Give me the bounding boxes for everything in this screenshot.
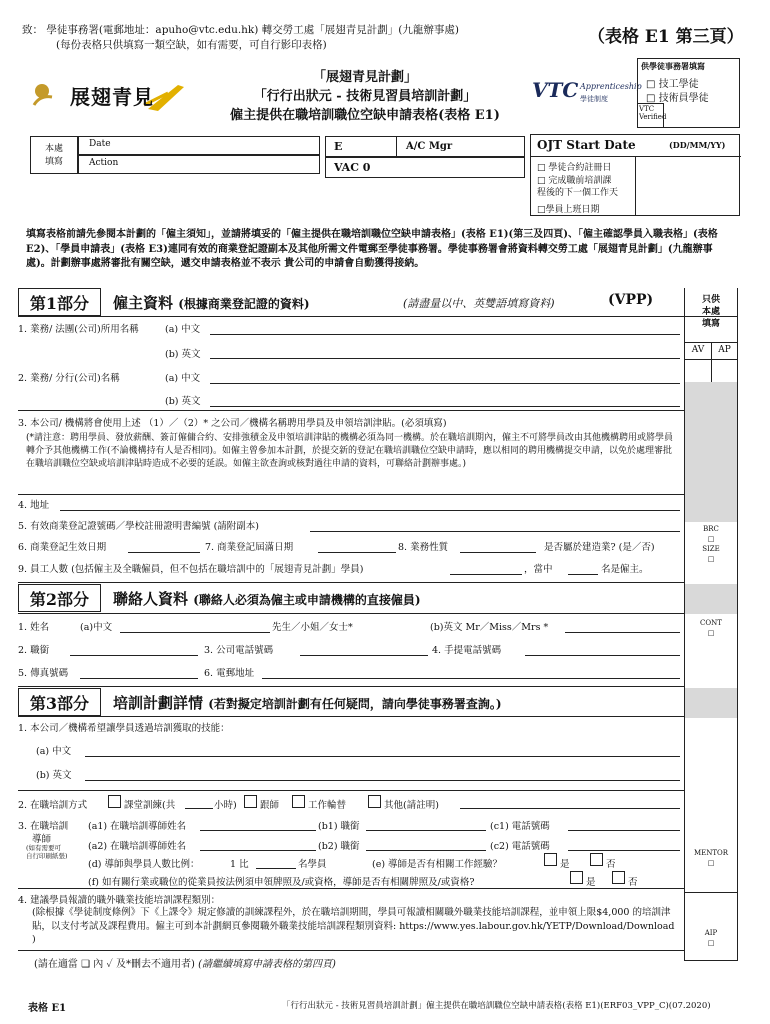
gray-block-3: [685, 688, 737, 718]
p1-q8-field[interactable]: [460, 552, 536, 553]
p3-q2-opt3-checkbox[interactable]: [292, 795, 305, 808]
title-line1: 「展翅青見計劃」: [312, 70, 417, 85]
part1-title-note: (根據商業登記證的資料): [178, 297, 310, 311]
p3-q3e-no: 否: [606, 859, 616, 870]
p3-q3b2-field[interactable]: [366, 850, 486, 851]
p1-q7: 7. 商業登記屆滿日期: [205, 542, 294, 553]
p3-q3a1: (a1) 在職培訓導師姓名: [88, 821, 187, 832]
to-line: 致： 學徒事務署(電郵地址：apuho@vtc.edu.hk) 轉交勞工處「展翅青見計劃」(九龍辦事處): [22, 24, 459, 36]
p3-q4: 4. 建議學員報讀的職外職業技能培訓課程類別：: [18, 895, 221, 906]
p3-q2-hours-field[interactable]: [185, 808, 213, 809]
part1-hint: (請盡量以中、英雙語填寫資料): [403, 297, 555, 310]
p3-q3e: (e) 導師是否有相關工作經驗？: [372, 859, 503, 870]
p2-q1b-field[interactable]: [565, 632, 680, 633]
p3-q4-text: (除根據《學徒制度條例》下《上課令》規定修讀的訓練課程外，於在職培訓期間，學員可報讀相關職外職業技能培訓課程，並申領上限$4,000 的培訓津貼，以支付考試及課程費用。僱主可到本計劃網頁參閱職外職業技能培訓課程類別資料: https://www.yes.labour.gov.hk/YETP/Download/Download ): [32, 907, 675, 945]
p1-q5: 5. 有效商業登記證號碼／學校註冊證明書編號 (請附副本): [18, 521, 260, 532]
p3-q1b: (b) 英文: [36, 770, 72, 781]
office-use-column: [684, 288, 738, 960]
office-ac-mgr: A/C Mgr: [406, 141, 453, 152]
p1-q2b: (b) 英文: [165, 396, 201, 407]
p3-q3d-field[interactable]: [256, 868, 296, 869]
p3-q2-opt2: 跟師: [260, 800, 280, 811]
p3-q3f-no-checkbox[interactable]: [612, 871, 625, 884]
p1-q9c-field[interactable]: [568, 574, 598, 575]
p3-q3a2: (a2) 在職培訓導師姓名: [88, 841, 187, 852]
vtc-brand: VTC: [532, 78, 579, 102]
footer-left: 表格 E1: [28, 1003, 67, 1014]
ojt-format: (DD/MM/YY): [669, 140, 726, 150]
p3-q2-opt1b: 小時): [214, 800, 237, 811]
vtc-verified: VTC Verified: [638, 103, 664, 128]
office-only-label: 只供 本處 填寫: [701, 295, 720, 329]
aip-label: AIP □: [704, 929, 718, 947]
p1-q5-field[interactable]: [310, 531, 680, 532]
p2-q5: 5. 傳真號碼: [18, 668, 69, 679]
part1-title: [113, 292, 310, 313]
p3-q2-opt1: 課堂訓練(共: [124, 800, 176, 811]
part3-title-note: (若對擬定培訓計劃有任何疑問，請向學徒事務署查詢。): [208, 697, 502, 711]
office-vac-box: [325, 157, 525, 178]
p2-q4-field[interactable]: [525, 655, 680, 656]
part1-title-text: 僱主資料: [113, 294, 174, 312]
p3-q2-other-field[interactable]: [460, 808, 680, 809]
ap-label: AP: [711, 343, 737, 360]
p1-q9b: ，當中: [524, 564, 553, 575]
ojt-title: OJT Start Date: [537, 138, 636, 152]
p1-q4: 4. 地址: [18, 500, 50, 511]
p1-note: (*請注意：聘用學員、發放薪酬、簽訂僱傭合約、安排強積金及申領培訓津貼的機構必須為同一機構。於在職培訓期內，僱主不可將學員改由其他機構聘用或將學員轉介予其他機構工作(不論機構持有人是否相同)。如僱主曾參加本計劃，於提交新的登記在職培訓職位空缺申請時，應以相同的聘用機構提交申請，以免於處理審批在職培訓職位空缺或培訓津貼時造成不必要的延誤。如僱主欲查詢或核對過往申請的資料，可聯絡計劃辦事處。): [26, 433, 674, 469]
p1-q1b-field[interactable]: [210, 358, 680, 359]
p3-q3b1-field[interactable]: [366, 830, 486, 831]
p3-q3f: (f) 如有關行業或職位的從業員按法例須申領牌照及/或資格，導師是否有相關牌照及/或資格?: [88, 877, 475, 888]
footer-note-continue: (請繼續填寫申請表格的第四頁): [198, 959, 336, 970]
ojt-opt3[interactable]: □學員上班日期: [537, 205, 600, 215]
p1-q8b: 是否屬於建造業? (是／否): [544, 542, 655, 553]
p3-q3c1: (c1) 電話號碼: [490, 821, 550, 832]
p3-q3b1: (b1) 職銜: [318, 821, 360, 832]
p3-q3: 3. 在職培訓: [18, 821, 69, 832]
ojt-opt2[interactable]: □ 完成職前培訓課 程後的下一個工作天: [537, 176, 619, 198]
p3-q3f-yes-checkbox[interactable]: [570, 871, 583, 884]
p3-q3b2: (b2) 職銜: [318, 841, 360, 852]
gray-block-1: [685, 382, 737, 522]
p1-q8: 8. 業務性質: [398, 542, 449, 553]
p2-q3-field[interactable]: [300, 655, 428, 656]
p3-q3c1-field[interactable]: [568, 830, 680, 831]
logo-text: 展翅青見: [70, 85, 154, 109]
p2-q1a: (a)中文: [80, 622, 113, 633]
part1-header: [18, 288, 684, 316]
yes-logo: [28, 75, 188, 117]
p3-q3d3: 名學員: [298, 859, 327, 870]
part3-title: [113, 692, 502, 713]
p1-q9: 9. 員工人數 (包括僱主及全職僱員，但不包括在職培訓中的「展翅青見計劃」學員): [18, 564, 364, 575]
p3-q3e-yes: 是: [560, 859, 570, 870]
p3-q3c2: (c2) 電話號碼: [490, 841, 550, 852]
p3-q2-opt4-checkbox[interactable]: [368, 795, 381, 808]
office-e-box: [325, 136, 525, 157]
p3-q2-opt3: 工作輪替: [308, 800, 347, 811]
vtc-sub: Apprenticeship: [580, 82, 642, 91]
cont-label: CONT □: [700, 619, 722, 637]
p2-q2-field[interactable]: [70, 655, 198, 656]
ojt-opt1[interactable]: □ 學徒合約註冊日: [537, 163, 612, 173]
note-line: (每份表格只供填寫一類空缺，如有需要，可自行影印表格): [56, 39, 327, 51]
part1-label: 第1部分: [18, 288, 101, 316]
p3-q3d: (d) 導師與學員人數比例：: [88, 859, 200, 870]
title-line2: 「行行出狀元 - 技術見習員培訓計劃」: [253, 89, 477, 104]
mentor-label: MENTOR □: [693, 849, 729, 867]
p1-q1a: (a) 中文: [165, 324, 201, 335]
part3-label: 第3部分: [18, 688, 101, 716]
office-action: Action: [78, 155, 320, 174]
p1-q6-field[interactable]: [128, 552, 200, 553]
p2-q6: 6. 電郵地址: [204, 668, 255, 679]
p1-q1: 1. 業務/ 法團(公司)所用名稱: [18, 324, 139, 335]
p3-q3c2-field[interactable]: [568, 850, 680, 851]
part2-title-note: (聯絡人必須為僱主或申請機構的直接僱員): [193, 593, 421, 607]
p3-q1a-field[interactable]: [85, 756, 680, 757]
apprentice-opt2[interactable]: □ 技術員學徒: [646, 93, 709, 104]
p2-q3: 3. 公司電話號碼: [204, 645, 274, 656]
p1-q1b: (b) 英文: [165, 349, 201, 360]
p1-q2b-field[interactable]: [210, 406, 680, 407]
brc-size-label: BRC □ SIZE □: [702, 525, 720, 563]
p1-q6: 6. 商業登記生效日期: [18, 542, 107, 553]
p3-q2: 2. 在職培訓方式: [18, 800, 88, 811]
office-date: Date: [78, 136, 320, 155]
p3-q3c: (如有需要可 自行印刷紙張): [26, 844, 68, 860]
office-vac: VAC 0: [334, 161, 371, 174]
part2-header: [18, 584, 684, 612]
form-page-label: （表格 E1 第三頁）: [588, 27, 744, 47]
p2-q1: 1. 姓名: [18, 622, 50, 633]
office-e: E: [334, 140, 343, 153]
p2-q1b: (b)英文 Mr／Miss／Mrs *: [430, 622, 549, 633]
footer-note: [34, 955, 336, 970]
p1-q9-field[interactable]: [450, 574, 522, 575]
gray-block-2: [685, 584, 737, 614]
p2-q1a-field[interactable]: [120, 632, 270, 633]
part2-title-text: 聯絡人資料: [113, 590, 189, 608]
p1-q3: 3. 本公司/ 機構將會使用上述 （1）／（2）* 之公司／機構名稱聘用學員及申領培訓津貼。(必須填寫): [18, 418, 447, 429]
p1-q1a-field[interactable]: [210, 334, 680, 335]
p3-q3a1-field[interactable]: [200, 830, 316, 831]
p1-q7-field[interactable]: [318, 552, 396, 553]
p2-q1a2: 先生／小姐／女士*: [272, 622, 353, 633]
p3-q1: 1. 本公司／機構希望讓學員透過培訓獲取的技能：: [18, 723, 230, 734]
apprentice-box: [637, 58, 740, 128]
p2-q6-field[interactable]: [262, 678, 680, 679]
title-line3: 僱主提供在職培訓職位空缺申請表格(表格 E1): [230, 108, 500, 123]
p1-q2: 2. 業務/ 分行(公司)名稱: [18, 373, 120, 384]
p1-q9c: 名是僱主。: [601, 564, 649, 575]
p3-q3b: 導師: [32, 834, 52, 845]
apprentice-box-title: 供學徒事務署填寫: [641, 61, 705, 71]
p1-q2a-field[interactable]: [210, 383, 680, 384]
p3-q3e-yes-checkbox[interactable]: [544, 853, 557, 866]
intro-paragraph: 填寫表格前請先參閱本計劃的「僱主須知」，並請將填妥的「僱主提供在職培訓職位空缺申請表格」(表格 E1)(第三及四頁)、「僱主確認學員入職表格」(表格 E2)、「學員申請表」(表格 E3)連同有效的商業登記證副本及其他所需文件電郵至學徒事務署。學徒事務署會將資料轉交勞工處「展翅青見計劃」(九龍辦事處)。計劃辦事處將審批有關空缺，遞交申請表格並不表示 貴公司的申請會自動獲得接納。: [26, 229, 718, 269]
p3-q3f-no: 否: [628, 877, 638, 888]
p2-q5-field[interactable]: [80, 678, 198, 679]
p3-q2-opt2-checkbox[interactable]: [244, 795, 257, 808]
ojt-box: [530, 134, 740, 216]
p3-q3e-no-checkbox[interactable]: [590, 853, 603, 866]
part2-label: 第2部分: [18, 584, 101, 612]
av-label: AV: [691, 345, 705, 355]
footer-note-instr: (請在適當 ❑ 內 ✓ 及*刪去不適用者): [34, 959, 195, 970]
p2-q2: 2. 職銜: [18, 645, 50, 656]
p3-q3d2: 1 比: [230, 859, 249, 870]
p3-q1b-field[interactable]: [85, 780, 680, 781]
p1-q2a: (a) 中文: [165, 373, 201, 384]
vtc-logo: [532, 76, 642, 112]
av-ap-row: [685, 342, 737, 360]
p3-q1a: (a) 中文: [36, 746, 72, 757]
p3-q2-opt1-checkbox[interactable]: [108, 795, 121, 808]
part3-title-text: 培訓計劃詳情: [113, 694, 204, 712]
footer-right: 「行行出狀元 - 技術見習員培訓計劃」僱主提供在職培訓職位空缺申請表格(表格 E1)(ERF03_VPP_C)(07.2020): [282, 1001, 711, 1011]
p3-q2-opt4: 其他(請註明): [384, 800, 439, 811]
vtc-sub2: 學徒制度: [580, 95, 608, 103]
p3-q3f-yes: 是: [586, 877, 596, 888]
p1-q4-field[interactable]: [60, 510, 680, 511]
part2-title: [113, 588, 421, 609]
p3-q3a2-field[interactable]: [200, 850, 316, 851]
p2-q4: 4. 手提電話號碼: [432, 645, 502, 656]
office-label: 本處 填寫: [30, 136, 78, 174]
part1-vpp: (VPP): [608, 292, 654, 308]
apprentice-opt1[interactable]: □ 技工學徒: [646, 79, 699, 90]
part3-header: [18, 688, 684, 716]
